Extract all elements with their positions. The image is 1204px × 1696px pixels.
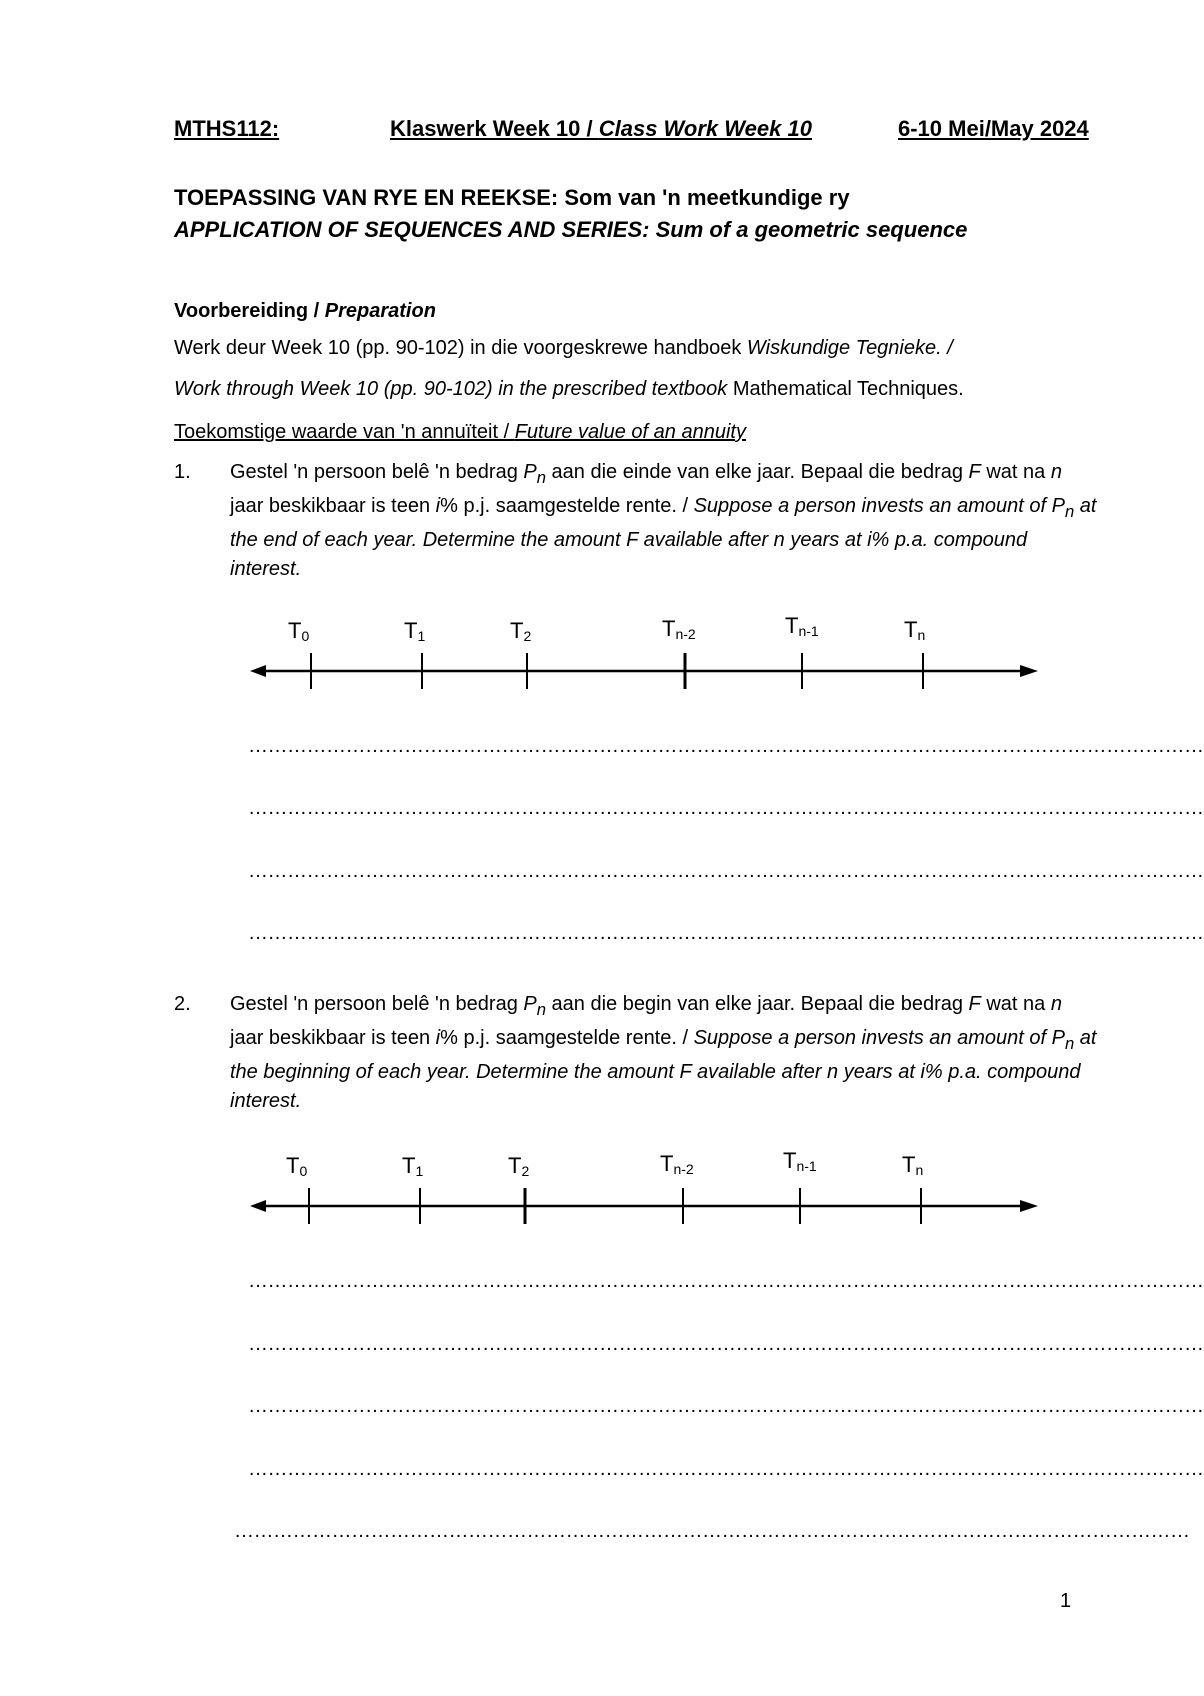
preparation-heading-en: Preparation bbox=[324, 300, 436, 322]
timeline-1-label-tn-2: $T_{n-2}$ bbox=[662, 616, 696, 642]
section-heading-en: Future value of an annuity bbox=[514, 421, 746, 443]
timeline-2-label-t0: $T_0$ bbox=[286, 1153, 308, 1179]
timeline-2-label-tn-2: $T_{n-2}$ bbox=[660, 1151, 694, 1177]
answer-line[interactable]: ………………………………………………………………………………………………………………………………… bbox=[248, 1270, 1204, 1292]
answer-line[interactable]: ………………………………………………………………………………………………………………………………… bbox=[248, 922, 1204, 944]
date-range: 6-10 Mei/May 2024 bbox=[898, 116, 1089, 141]
answer-line[interactable]: ………………………………………………………………………………………………………………………………… bbox=[234, 1520, 1190, 1542]
answer-line[interactable]: ………………………………………………………………………………………………………………………………… bbox=[248, 735, 1204, 757]
timeline-1-label-t0: $T_0$ bbox=[288, 618, 310, 644]
answer-line[interactable]: ………………………………………………………………………………………………………………………………… bbox=[248, 1333, 1204, 1355]
preparation-line-af bbox=[174, 337, 953, 360]
answer-line[interactable]: ………………………………………………………………………………………………………………………………… bbox=[248, 1395, 1204, 1417]
section-heading bbox=[174, 421, 746, 444]
prep-line2-text: Work through Week 10 (pp. 90-102) in the prescribed textbook bbox=[174, 378, 733, 400]
preparation-line-en bbox=[174, 378, 964, 401]
preparation-heading-af: Voorbereiding / bbox=[174, 300, 325, 322]
section-heading-af: Toekomstige waarde van 'n annuïteit / bbox=[174, 421, 515, 443]
classwork-af: Klaswerk Week 10 / bbox=[390, 116, 599, 141]
classwork-title bbox=[390, 116, 812, 142]
prep-line2-book: Mathematical Techniques. bbox=[732, 378, 964, 400]
timeline-2-label-tn: $T_n$ bbox=[902, 1152, 924, 1178]
timeline-1-right-arrow bbox=[1020, 665, 1038, 677]
answer-line[interactable]: ………………………………………………………………………………………………………………………………… bbox=[248, 1458, 1204, 1480]
timeline-2-label-t1: $T_1$ bbox=[402, 1153, 424, 1179]
timeline-1-label-t1: $T_1$ bbox=[404, 618, 426, 644]
page-title-af: TOEPASSING VAN RYE EN REEKSE: Som van 'n meetkundige ry bbox=[174, 185, 850, 210]
timeline-1 bbox=[250, 650, 1040, 692]
page-number: 1 bbox=[1060, 1590, 1072, 1612]
preparation-heading bbox=[174, 300, 436, 323]
timeline-2-left-arrow bbox=[250, 1200, 266, 1212]
answer-line[interactable]: ………………………………………………………………………………………………………………………………… bbox=[248, 797, 1204, 819]
course-code: MTHS112: bbox=[174, 116, 280, 141]
question-1-number: 1. bbox=[174, 461, 191, 483]
prep-line1-text: Werk deur Week 10 (pp. 90-102) in die voorgeskrewe handboek bbox=[174, 337, 747, 359]
question-2-number: 2. bbox=[174, 993, 191, 1015]
question-2-text: Gestel 'n persoon belê 'n bedrag $P_n$ aan die begin van elke jaar. Bepaal die bedrag F wat na n jaar beskikbaar is teen i% p.j. saamgestelde rente. / Suppose a person invests an amount of $P_n$ at the beginning of each year. Determine the amount F available after n years at i% p.a. compound interest. bbox=[230, 993, 1097, 1112]
timeline-2-label-t2: $T_2$ bbox=[508, 1153, 530, 1179]
timeline-1-left-arrow bbox=[250, 665, 266, 677]
timeline-2-right-arrow bbox=[1020, 1200, 1038, 1212]
timeline-1-label-tn-1: $T_{n-1}$ bbox=[785, 613, 819, 639]
timeline-1-label-tn: $T_n$ bbox=[904, 617, 926, 643]
timeline-2 bbox=[250, 1185, 1040, 1227]
page-title-en: APPLICATION OF SEQUENCES AND SERIES: Sum of a geometric sequence bbox=[174, 217, 968, 242]
timeline-2-label-tn-1: $T_{n-1}$ bbox=[783, 1148, 817, 1174]
answer-line[interactable]: ………………………………………………………………………………………………………………………………… bbox=[248, 860, 1204, 882]
question-1-text: Gestel 'n persoon belê 'n bedrag $P_n$ aan die einde van elke jaar. Bepaal die bedrag F wat na n jaar beskikbaar is teen i% p.j. saamgestelde rente. / Suppose a person invests an amount of $P_n$ at the end of each year. Determine the amount F available after n years at i% p.a. compound interest. bbox=[230, 461, 1097, 580]
prep-line1-book: Wiskundige Tegnieke. / bbox=[746, 337, 953, 359]
classwork-en: Class Work Week 10 bbox=[598, 116, 812, 141]
timeline-1-label-t2: $T_2$ bbox=[510, 618, 532, 644]
